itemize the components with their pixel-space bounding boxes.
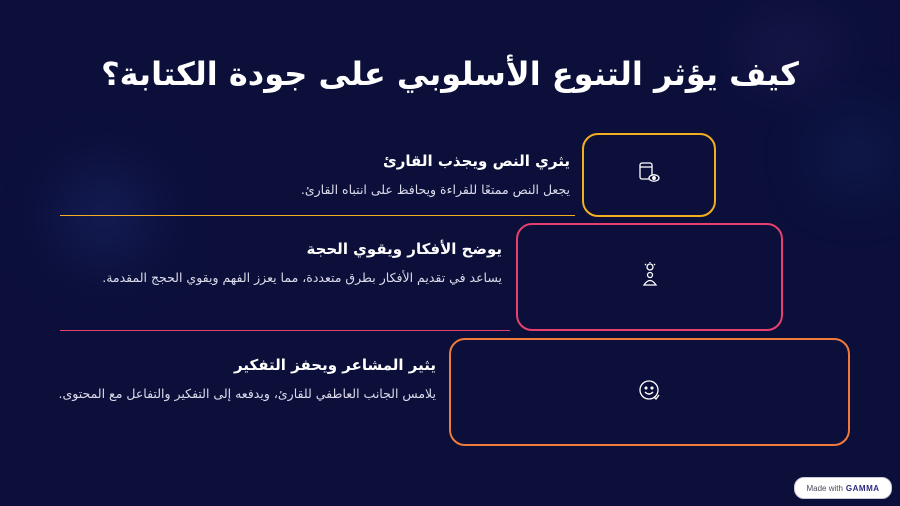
- divider: [60, 215, 575, 216]
- item-text-3: [0, 356, 436, 401]
- item-description: يلامس الجانب العاطفي للقارئ، ويدفعه إلى التفكير والتفاعل مع المحتوى.: [58, 386, 436, 401]
- item-text-1: [150, 152, 570, 197]
- badge-prefix: Made with: [806, 483, 843, 493]
- idea-person-icon: [639, 262, 661, 292]
- page-title: كيف يؤثر التنوع الأسلوبي على جودة الكتابة؟: [101, 55, 799, 93]
- item-icon-box: [582, 133, 716, 217]
- background-glow: [820, 120, 890, 190]
- emotion-face-icon: [637, 377, 663, 407]
- item-heading: يثير المشاعر ويحفز التفكير: [234, 356, 436, 374]
- divider: [60, 330, 510, 331]
- badge-brand: GAMMA: [845, 483, 880, 493]
- item-description: يساعد في تقديم الأفكار بطرق متعددة، مما يعزز الفهم ويقوي الحجج المقدمة.: [102, 270, 502, 285]
- item-description: يجعل النص ممتعًا للقراءة ويحافظ على انتباه القارئ.: [300, 182, 570, 197]
- item-icon-box: [516, 223, 783, 331]
- item-text-2: [62, 240, 502, 285]
- item-heading: يثري النص ويجذب القارئ: [383, 152, 570, 170]
- item-icon-box: [449, 338, 850, 446]
- made-with-gamma-badge[interactable]: [794, 477, 892, 499]
- reading-eye-icon: [636, 160, 662, 190]
- item-heading: يوضح الأفكار ويقوي الحجة: [306, 240, 502, 258]
